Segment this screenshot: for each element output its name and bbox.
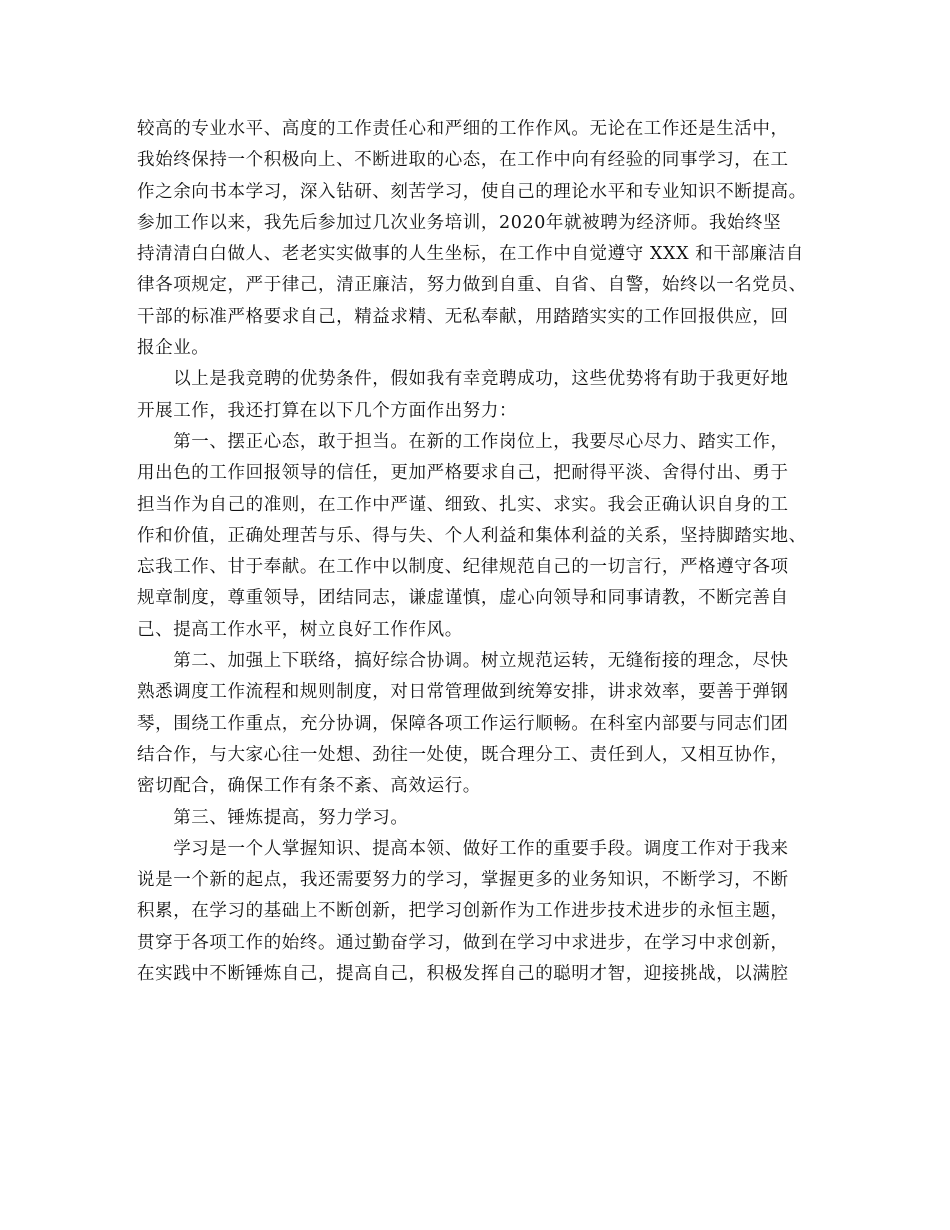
text-line: 规章制度，尊重领导，团结同志，谦虚谨慎，虚心向领导和同事请教，不断完善自	[137, 588, 789, 609]
text-line: 在实践中不断锤炼自己，提高自己，积极发挥自己的聪明才智，迎接挑战，以满腔	[137, 964, 789, 985]
text-line: 忘我工作、甘于奉献。在工作中以制度、纪律规范自己的一切言行，严格遵守各项	[137, 557, 789, 578]
text-line: 我始终保持一个积极向上、不断进取的心态，在工作中向有经验的同事学习，在工	[137, 150, 789, 171]
text-line: 担当作为自己的准则，在工作中严谨、细致、扎实、求实。我会正确认识自身的工	[137, 494, 789, 515]
text-line: 持清清白白做人、老老实实做事的人生坐标，在工作中自觉遵守 XXX 和干部廉洁自	[137, 244, 804, 265]
text-line: 己、提高工作水平，树立良好工作作风。	[137, 619, 463, 640]
text-line: 参加工作以来，我先后参加过几次业务培训，2020年就被聘为经济师。我始终坚	[137, 212, 782, 233]
text-line: 第二、加强上下联络，搞好综合协调。树立规范运转，无缝衔接的理念，尽快	[137, 651, 789, 672]
body-text	[137, 114, 827, 990]
text-line: 用出色的工作回报领导的信任，更加严格要求自己，把耐得平淡、舍得付出、勇于	[137, 463, 789, 484]
text-line: 开展工作，我还打算在以下几个方面作出努力：	[137, 400, 518, 421]
text-line: 干部的标准严格要求自己，精益求精、无私奉献，用踏踏实实的工作回报供应，回	[137, 306, 789, 327]
text-line: 报企业。	[137, 338, 210, 359]
text-line: 密切配合，确保工作有条不紊、高效运行。	[137, 776, 481, 797]
text-line: 熟悉调度工作流程和规则制度，对日常管理做到统筹安排，讲求效率，要善于弹钢	[137, 682, 789, 703]
text-line: 作之余向书本学习，深入钻研、刻苦学习，使自己的理论水平和专业知识不断提高。	[137, 181, 807, 202]
text-line: 学习是一个人掌握知识、提高本领、做好工作的重要手段。调度工作对于我来	[137, 838, 789, 859]
text-line: 贯穿于各项工作的始终。通过勤奋学习，做到在学习中求进步，在学习中求创新，	[137, 932, 789, 953]
text-line: 以上是我竞聘的优势条件，假如我有幸竞聘成功，这些优势将有助于我更好地	[137, 369, 789, 390]
text-line: 说是一个新的起点，我还需要努力的学习，掌握更多的业务知识，不断学习，不断	[137, 870, 789, 891]
text-line: 律各项规定，严于律己，清正廉洁，努力做到自重、自省、自警，始终以一名党员、	[137, 275, 807, 296]
text-line: 结合作，与大家心往一处想、劲往一处使，既合理分工、责任到人，又相互协作，	[137, 744, 789, 765]
text-line: 第一、摆正心态，敢于担当。在新的工作岗位上，我要尽心尽力、踏实工作，	[137, 431, 789, 452]
text-line: 第三、锤炼提高，努力学习。	[137, 807, 409, 828]
text-line: 琴，围绕工作重点，充分协调，保障各项工作运行顺畅。在科室内部要与同志们团	[137, 713, 789, 734]
text-line: 积累，在学习的基础上不断创新，把学习创新作为工作进步技术进步的永恒主题，	[137, 901, 789, 922]
text-line: 较高的专业水平、高度的工作责任心和严细的工作作风。无论在工作还是生活中，	[137, 119, 789, 139]
text-line: 作和价值，正确处理苦与乐、得与失、个人利益和集体利益的关系，坚持脚踏实地、	[137, 525, 807, 546]
